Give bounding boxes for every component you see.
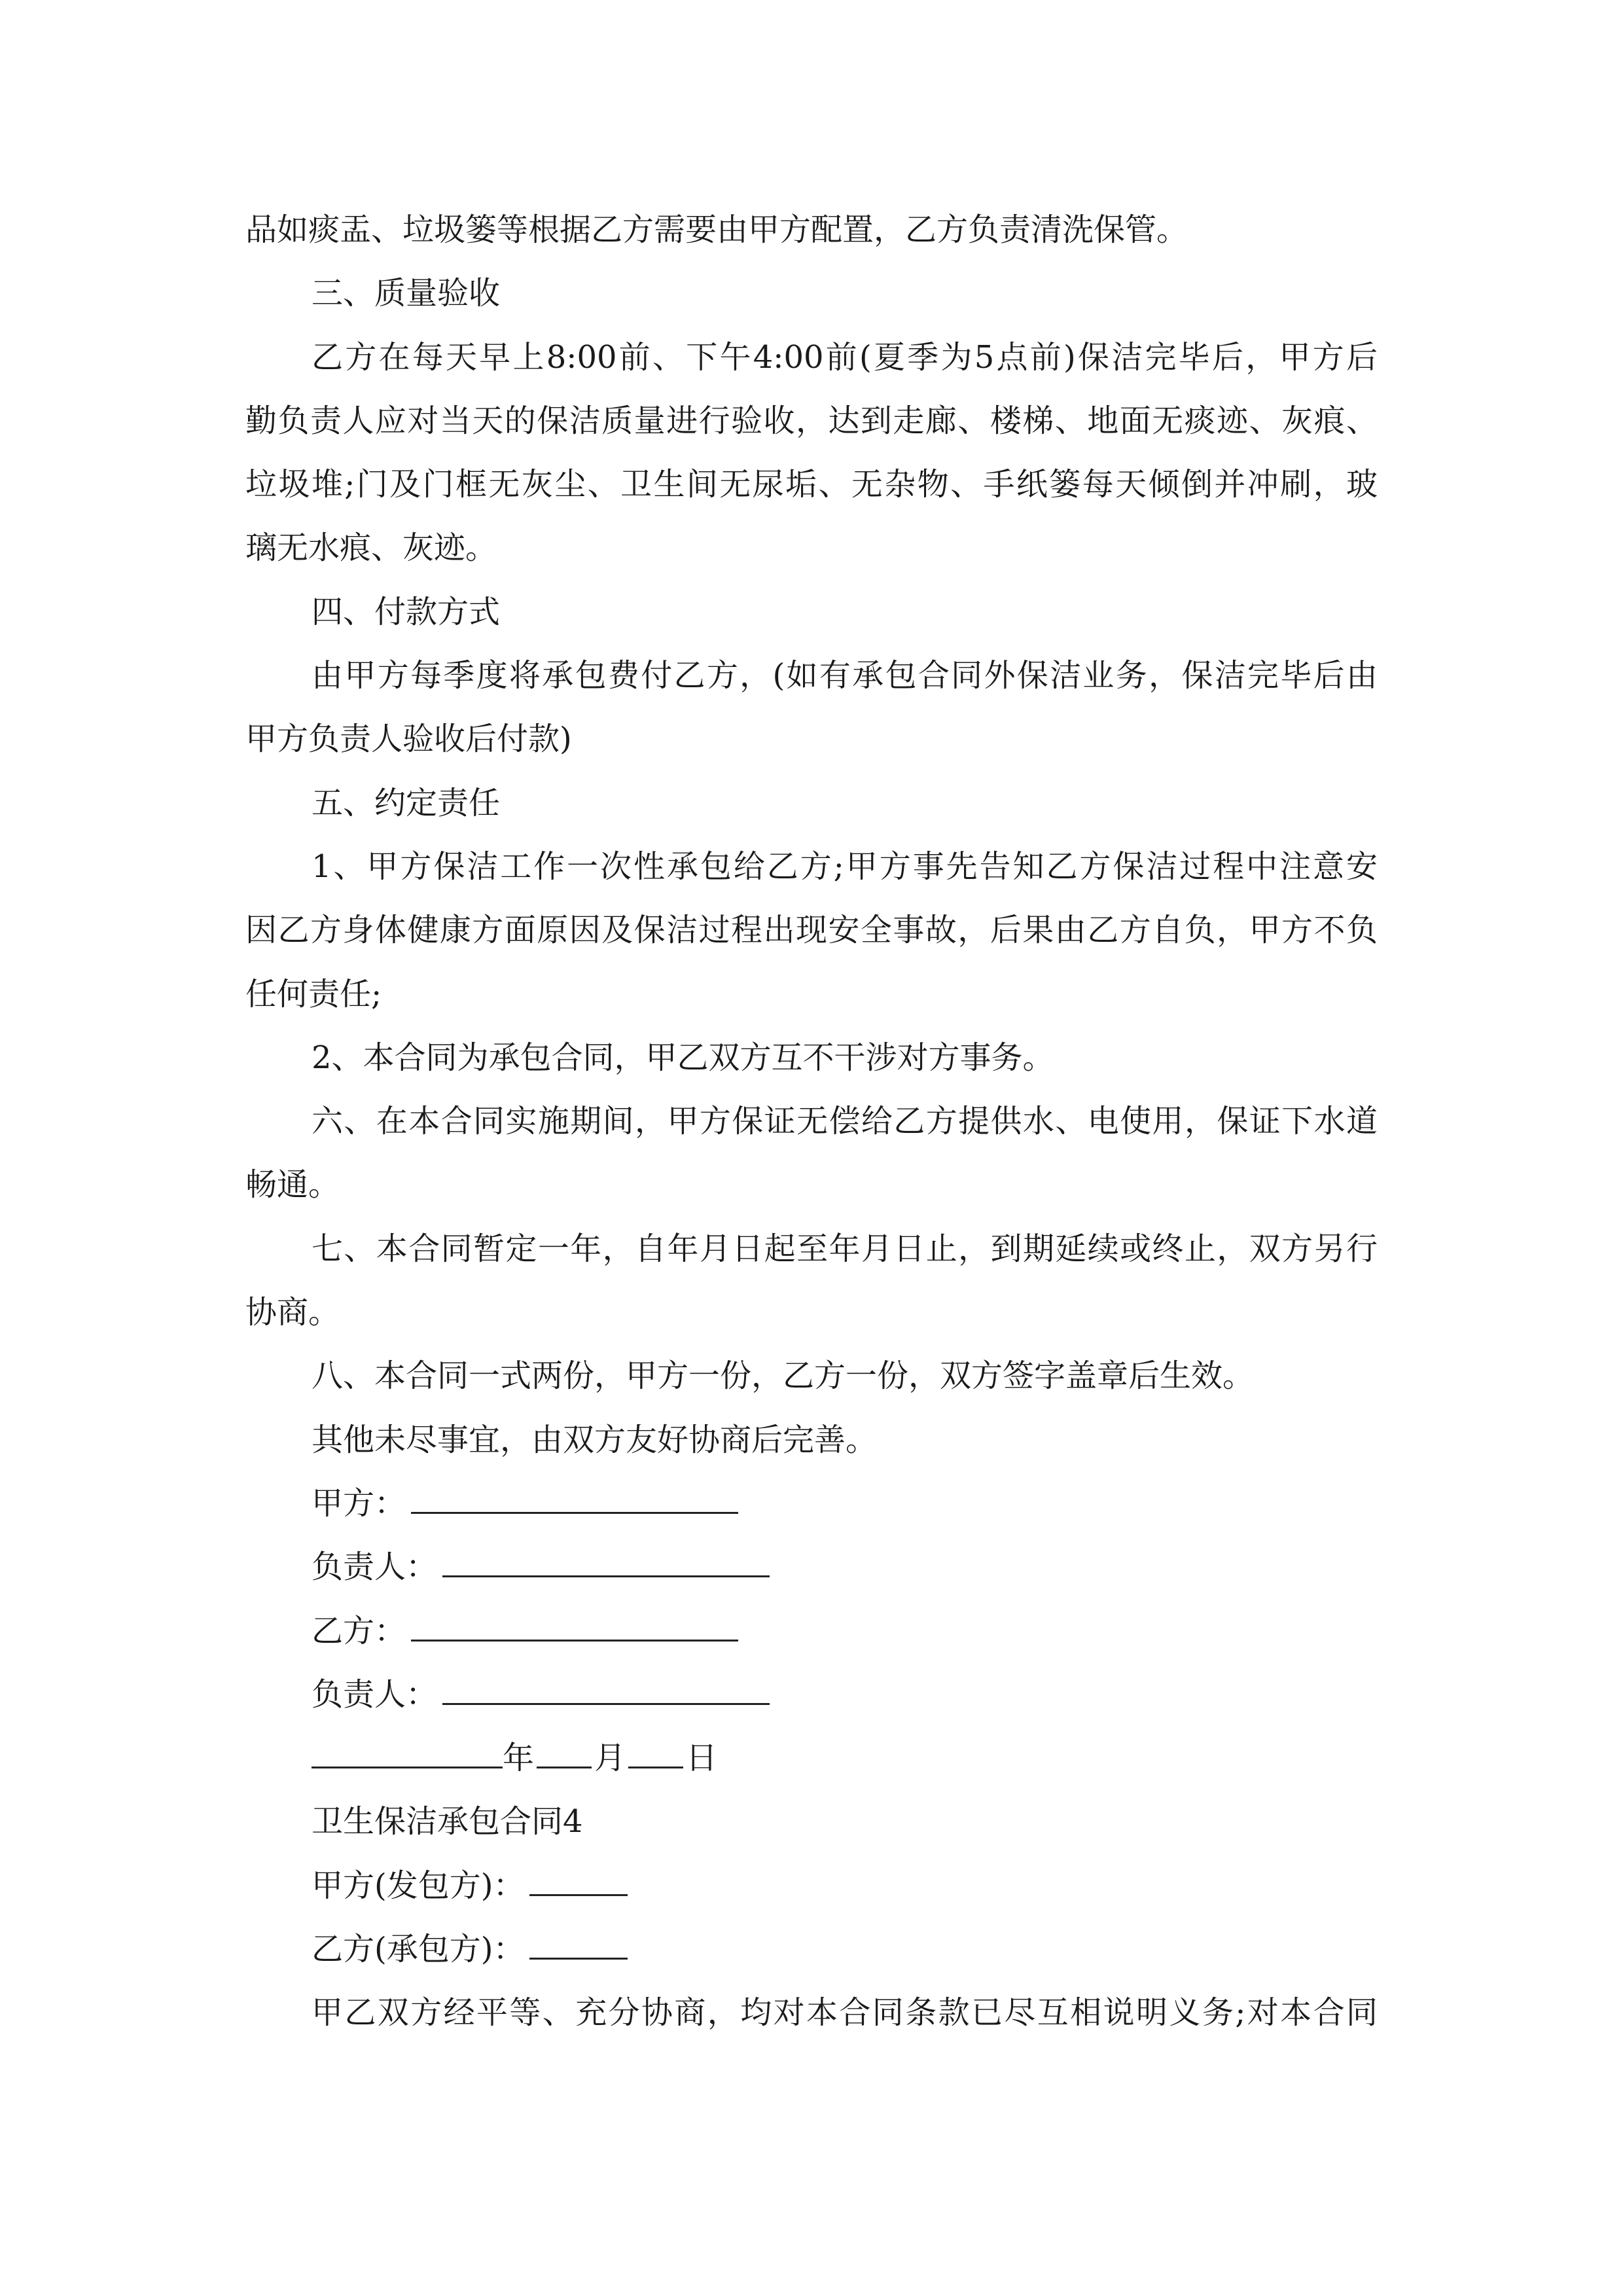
section-heading-payment: 四、付款方式	[312, 593, 501, 630]
paragraph-line: 由甲方每季度将承包费付乙方，(如有承包合同外保洁业务，保洁完毕后由	[312, 657, 1378, 694]
paragraph-line: 八、本合同一式两份，甲方一份，乙方一份，双方签字盖章后生效。	[312, 1357, 1255, 1395]
paragraph-line: 七、本合同暂定一年，自年月日起至年月日止，到期延续或终止，双方另行	[312, 1230, 1378, 1267]
party-b-rep-signature	[245, 1663, 1378, 1727]
party-a-rep-blank[interactable]	[442, 1536, 770, 1577]
paragraph-line: 畅通。	[245, 1166, 340, 1204]
contract-4-party-a-label: 甲方(发包方)：	[312, 1867, 525, 1904]
party-b-signature	[245, 1600, 1378, 1663]
party-b-rep-blank[interactable]	[442, 1664, 770, 1705]
year-blank[interactable]	[312, 1727, 503, 1768]
date-line	[245, 1727, 1378, 1790]
paragraph-line: 垃圾堆;门及门框无灰尘、卫生间无尿垢、无杂物、手纸篓每天倾倒并冲刷，玻	[245, 466, 1378, 503]
party-a-blank[interactable]	[411, 1473, 738, 1514]
paragraph-line: 勤负责人应对当天的保洁质量进行验收，达到走廊、楼梯、地面无痰迹、灰痕、	[245, 402, 1378, 439]
section-heading-responsibility: 五、约定责任	[312, 784, 501, 821]
contract-4-party-b-label: 乙方(承包方)：	[312, 1931, 525, 1968]
paragraph-line: 品如痰盂、垃圾篓等根据乙方需要由甲方配置，乙方负责清洗保管。	[245, 211, 1188, 248]
contract-4-party-a-blank[interactable]	[529, 1855, 628, 1896]
paragraph-line: 1、甲方保洁工作一次性承包给乙方;甲方事先告知乙方保洁过程中注意安	[312, 848, 1378, 885]
document-page	[245, 198, 1378, 2045]
month-label: 月	[594, 1740, 626, 1777]
paragraph-line: 璃无水痕、灰迹。	[245, 529, 497, 567]
contract-4-party-b-blank[interactable]	[529, 1918, 628, 1960]
paragraph-line: 乙方在每天早上8:00前、下午4:00前(夏季为5点前)保洁完毕后，甲方后	[312, 338, 1378, 376]
section-heading-quality: 三、质量验收	[312, 275, 501, 312]
party-a-rep-label: 负责人：	[312, 1549, 438, 1586]
party-a-rep-signature	[245, 1535, 1378, 1599]
contract-4-title: 卫生保洁承包合同4	[312, 1803, 583, 1840]
month-blank[interactable]	[537, 1727, 592, 1768]
party-a-label: 甲方：	[312, 1484, 406, 1522]
paragraph-line: 其他未尽事宜，由双方友好协商后完善。	[312, 1421, 878, 1458]
day-label: 日	[686, 1740, 718, 1777]
contract-4-intro: 甲乙双方经平等、充分协商，均对本合同条款已尽互相说明义务;对本合同	[312, 1994, 1378, 2032]
party-b-label: 乙方：	[312, 1612, 406, 1649]
day-blank[interactable]	[628, 1727, 683, 1768]
paragraph-line: 甲方负责人验收后付款)	[245, 721, 572, 758]
paragraph-line: 2、本合同为承包合同，甲乙双方互不干涉对方事务。	[312, 1039, 1054, 1076]
party-b-rep-label: 负责人：	[312, 1676, 438, 1713]
paragraph-line: 协商。	[245, 1294, 340, 1331]
party-a-signature	[245, 1472, 1378, 1535]
year-label: 年	[503, 1740, 535, 1777]
paragraph-line: 任何责任;	[245, 975, 382, 1013]
paragraph-line: 因乙方身体健康方面原因及保洁过程出现安全事故，后果由乙方自负，甲方不负	[245, 912, 1378, 949]
party-b-blank[interactable]	[411, 1600, 738, 1641]
paragraph-line: 六、在本合同实施期间，甲方保证无偿给乙方提供水、电使用，保证下水道	[312, 1103, 1378, 1140]
contract-4-party-a	[245, 1854, 1378, 1918]
contract-4-party-b	[245, 1918, 1378, 1981]
